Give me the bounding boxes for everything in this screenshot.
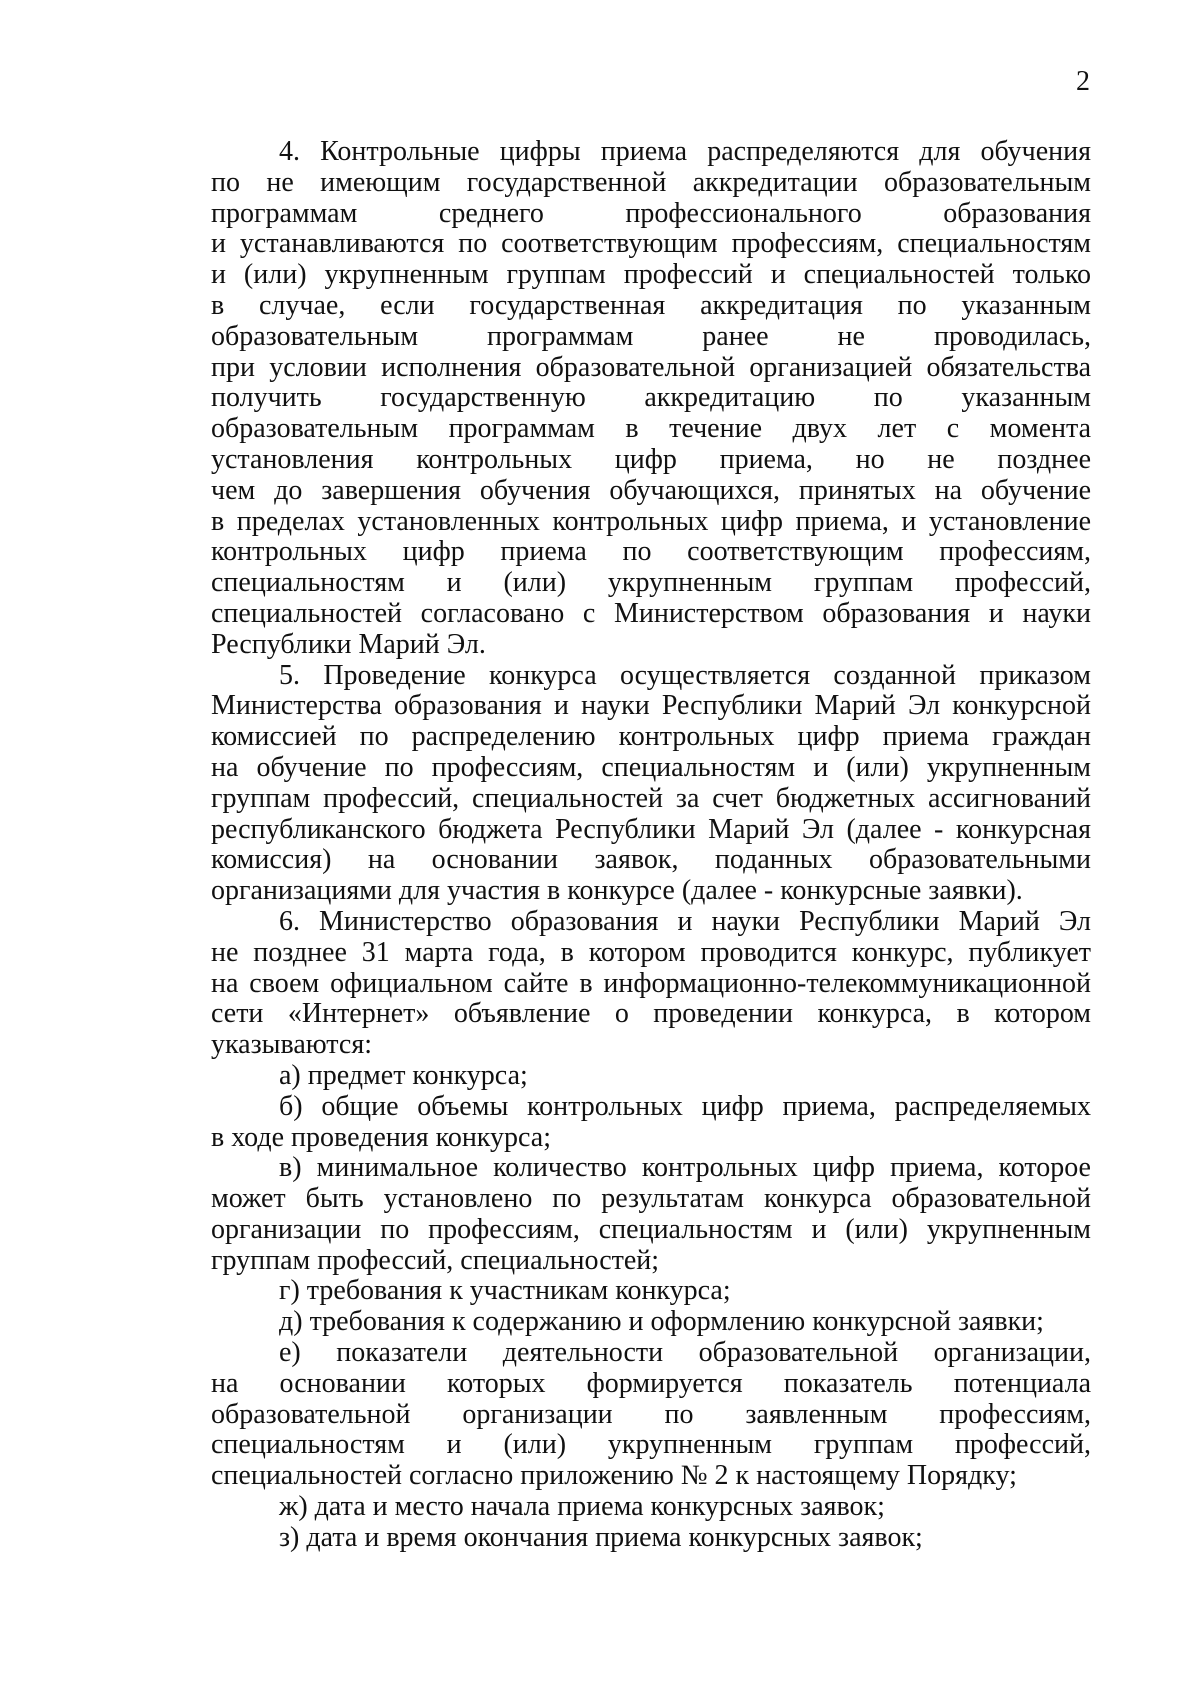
text-line: установления контрольных цифр приема, но не позднее xyxy=(211,443,1091,475)
text-line: образовательным программам ранее не проводилась, xyxy=(211,320,1091,352)
paragraph-p6a xyxy=(211,1061,1091,1092)
text-line: комиссией по распределению контрольных цифр приема граждан xyxy=(211,721,1091,753)
text-line: группам профессий, специальностей за счет бюджетных ассигнований xyxy=(211,782,1091,814)
text-line: контрольных цифр приема по соответствующим профессиям, xyxy=(211,536,1091,568)
text-line: получить государственную аккредитацию по указанным xyxy=(211,382,1091,414)
text-line: республиканского бюджета Республики Марий Эл (далее - конкурсная xyxy=(211,813,1091,845)
page-number: 2 xyxy=(1076,66,1090,97)
text-line: в) минимальное количество контрольных цифр приема, которое xyxy=(279,1152,1091,1184)
text-line: специальностей согласовано с Министерством образования и науки xyxy=(211,597,1091,629)
text-line: и (или) укрупненным группам профессий и специальностей только xyxy=(211,259,1091,291)
text-line: г) требования к участникам конкурса; xyxy=(279,1275,731,1307)
text-line: программам среднего профессионального образования xyxy=(211,197,1091,229)
paragraph-p6 xyxy=(211,907,1091,1061)
text-line: в ходе проведения конкурса; xyxy=(211,1121,551,1153)
text-line: в пределах установленных контрольных цифр приема, и установление xyxy=(211,505,1091,537)
text-line: б) общие объемы контрольных цифр приема, распределяемых xyxy=(279,1090,1091,1122)
text-line: в случае, если государственная аккредитация по указанным xyxy=(211,289,1091,321)
text-line: и устанавливаются по соответствующим профессиям, специальностям xyxy=(211,228,1091,260)
text-line: при условии исполнения образовательной организацией обязательства xyxy=(211,351,1091,383)
text-line: на своем официальном сайте в информационно-телекоммуникационной xyxy=(211,967,1091,999)
text-line: указываются: xyxy=(211,1029,372,1061)
text-line: ж) дата и место начала приема конкурсных заявок; xyxy=(279,1491,885,1523)
text-line: чем до завершения обучения обучающихся, принятых на обучение xyxy=(211,474,1091,506)
paragraph-p6v xyxy=(211,1153,1091,1276)
text-line: по не имеющим государственной аккредитации образовательным xyxy=(211,166,1091,198)
paragraph-p6d xyxy=(211,1307,1091,1338)
text-line: 5. Проведение конкурса осуществляется созданной приказом xyxy=(279,659,1091,691)
text-line: специальностей согласно приложению № 2 к настоящему Порядку; xyxy=(211,1460,1017,1492)
document-body xyxy=(211,137,1091,1554)
paragraph-p6b xyxy=(211,1092,1091,1154)
text-line: специальностям и (или) укрупненным группам профессий, xyxy=(211,1429,1091,1461)
text-line: может быть установлено по результатам конкурса образовательной xyxy=(211,1183,1091,1215)
paragraph-p4 xyxy=(211,137,1091,661)
text-line: 4. Контрольные цифры приема распределяются для обучения xyxy=(279,136,1091,167)
text-line: на обучение по профессиям, специальностям и (или) укрупненным xyxy=(211,751,1091,783)
text-line: на основании которых формируется показатель потенциала xyxy=(211,1367,1091,1399)
paragraph-p6z xyxy=(211,1523,1091,1554)
text-line: комиссия) на основании заявок, поданных образовательными xyxy=(211,844,1091,876)
paragraph-p5 xyxy=(211,661,1091,907)
text-line: специальностям и (или) укрупненным группам профессий, xyxy=(211,567,1091,599)
text-line: Республики Марий Эл. xyxy=(211,628,486,660)
text-line: д) требования к содержанию и оформлению конкурсной заявки; xyxy=(279,1306,1044,1338)
text-line: Министерства образования и науки Республики Марий Эл конкурсной xyxy=(211,690,1091,722)
text-line: 6. Министерство образования и науки Республики Марий Эл xyxy=(279,905,1091,937)
text-line: сети «Интернет» объявление о проведении конкурса, в котором xyxy=(211,998,1091,1030)
text-line: не позднее 31 марта года, в котором проводится конкурс, публикует xyxy=(211,936,1091,968)
text-line: группам профессий, специальностей; xyxy=(211,1244,660,1276)
text-line: организации по профессиям, специальностям и (или) укрупненным xyxy=(211,1213,1091,1245)
text-line: образовательной организации по заявленным профессиям, xyxy=(211,1398,1091,1430)
text-line: з) дата и время окончания приема конкурсных заявок; xyxy=(279,1521,923,1553)
text-line: организациями для участия в конкурсе (далее - конкурсные заявки). xyxy=(211,875,1023,907)
text-line: а) предмет конкурса; xyxy=(279,1059,528,1091)
paragraph-p6zh xyxy=(211,1492,1091,1523)
paragraph-p6e xyxy=(211,1338,1091,1492)
text-line: е) показатели деятельности образовательной организации, xyxy=(279,1337,1091,1369)
paragraph-p6g xyxy=(211,1276,1091,1307)
text-line: образовательным программам в течение двух лет с момента xyxy=(211,413,1091,445)
